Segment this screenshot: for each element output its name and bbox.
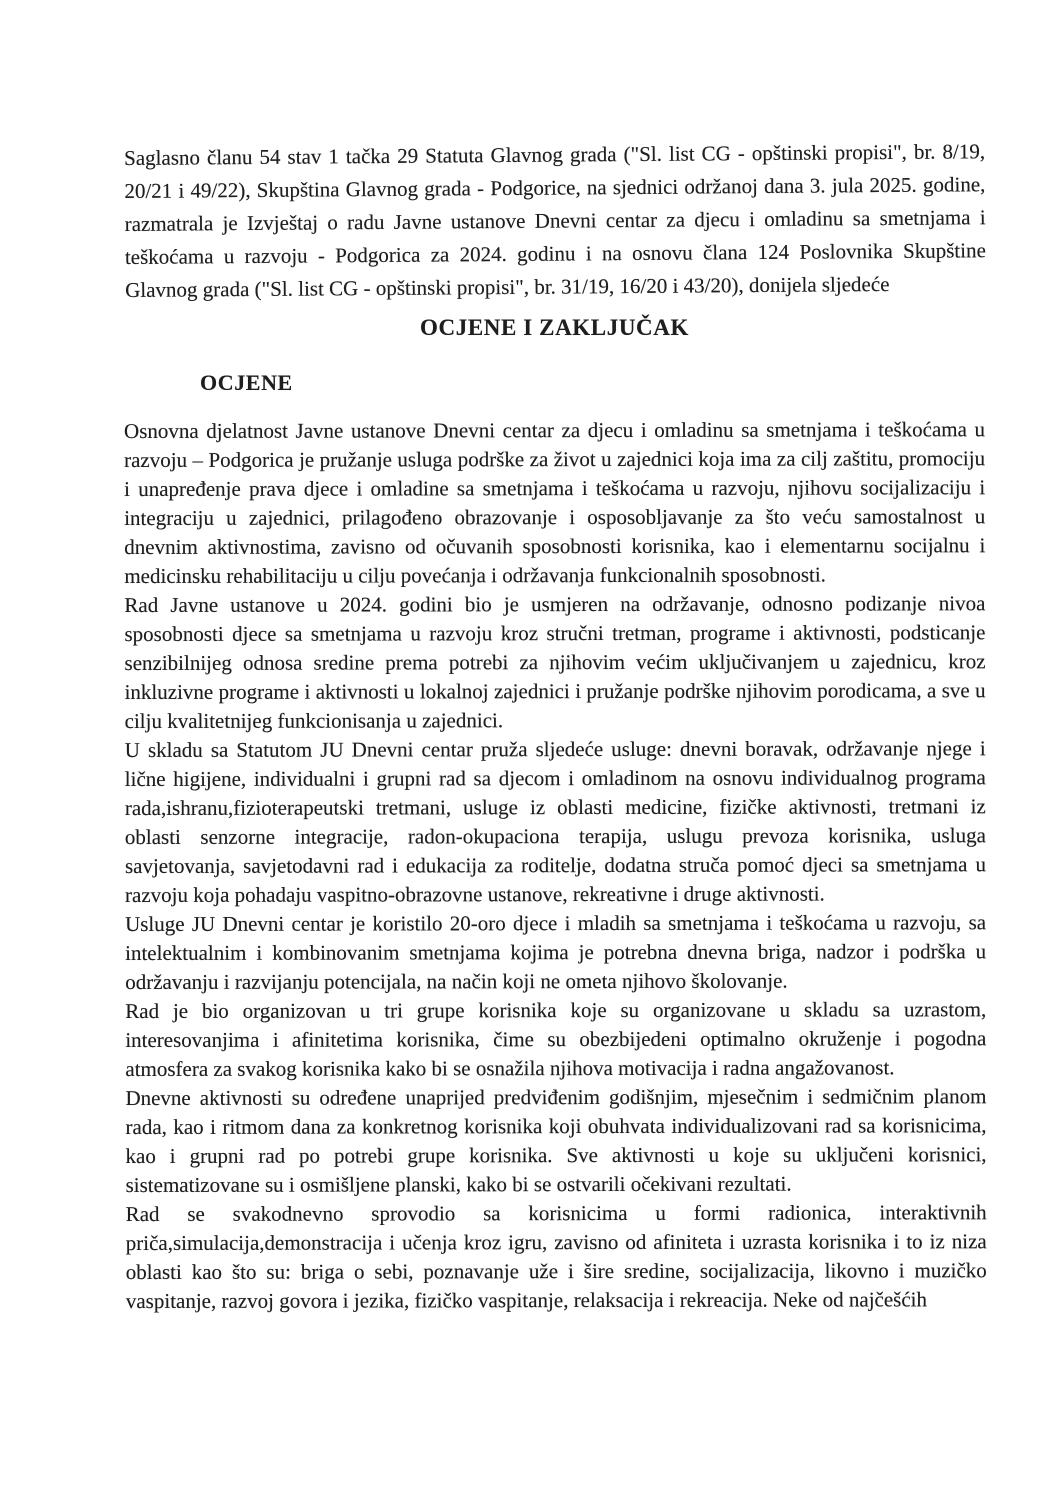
intro-paragraph: Saglasno članu 54 stav 1 tačka 29 Statuta Glavnog grada ("Sl. list CG - opštinski propisi", br. 8/19, 20/21 i 49/22), Skupština Glavnog grada - Podgorice, na sjednici održanoj dana 3. jula 2025. godine, razmatrala je Izvještaj o radu Javne ustanove Dnevni centar za djecu i omladinu sa smetnjama i teškoćama u razvoju - Podgorica za 2024. godinu i na osnovu člana 124 Poslovnika Skupštine Glavnog grada ("Sl. list CG - opštinski propisi", br. 31/19, 16/20 i 43/20), donijela sljedeće — [124, 139, 986, 302]
body-paragraph-daily-activities: Dnevne aktivnosti su određene unaprijed predviđenim godišnjim, mjesečnim i sedmičnim planom rada, kao i ritmom dana za konkretnog korisnika koji obuhvata individualizovani rad sa korisnicima, kao i grupni rad po potrebi grupe korisnika. Sve aktivnosti u koje su uključeni korisnici, sistematizovane su i osmišljene planski, kako bi se ostvarili očekivani rezultati. — [125, 1084, 987, 1197]
section-heading: OCJENE — [200, 370, 293, 395]
body-paragraph-activity: Osnovna djelatnost Javne ustanove Dnevni centar za djecu i omladinu sa smetnjama i teškoćama u razvoju – Podgorica je pružanje usluga podrške za život u zajednici koja ima za cilj zaštitu, promociju i unapređenje prava djece i omladine sa smetnjama i teškoćama u razvoju, njihovu socijalizaciju i integraciju u zajednici, prilagođeno obrazovanje i osposobljavanje za što veću samostalnost u dnevnim aktivnostima, zavisno od očuvanih sposobnosti korisnika, kao i elementarnu socijalnu i medicinsku rehabilitaciju u cilju povećanja i održavanja funkcionalnih sposobnosti. — [124, 417, 986, 588]
body-paragraph-groups: Rad je bio organizovan u tri grupe korisnika koje su organizovane u skladu sa uzrastom, interesovanjima i afinitetima korisnika, čime su obezbijedeni optimalno okruženje i pogodna atmosfera za svakog korisnika kako bi se osnažila njihova motivacija i radna angažovanost. — [125, 997, 987, 1081]
body-paragraph-work-focus: Rad Javne ustanove u 2024. godini bio je usmjeren na održavanje, odnosno podizanje nivoa sposobnosti djece sa smetnjama u razvoju kroz stručni tretman, programe i aktivnosti, podsticanje senzibilnijeg odnosa sredine prema potrebi za njihovim većim uključivanjem u zajednicu, kroz inkluzivne programe i aktivnosti u lokalnoj zajednici i pružanje podrške njihovim porodicama, a sve u cilju kvalitetnijeg funkcionisanja u zajednici. — [124, 591, 986, 733]
body-paragraph-services: U skladu sa Statutom JU Dnevni centar pruža sljedeće usluge: dnevni boravak, održavanje njege i lične higijene, individualni i grupni rad sa djecom i omladinom na osnovu individualnog programa rada,ishranu,fizioterapeutski tretmani, usluge iz oblasti medicine, fizičke aktivnosti, tretmani iz oblasti senzorne integracije, radon-okupaciona terapija, uslugu prevoza korisnika, usluga savjetovanja, savjetodavni rad i edukacija za roditelje, dodatna struča pomoć djeci sa smetnjama u razvoju koja pohadaju vaspitno-obrazovne ustanove, rekreativne i druge aktivnosti. — [124, 736, 986, 907]
document-body — [124, 415, 987, 1316]
body-paragraph-users: Usluge JU Dnevni centar je koristilo 20-oro djece i mladih sa smetnjama i teškoćama u razvoju, sa intelektualnim i kombinovanim smetnjama kojima je potrebna dnevna briga, nadzor i podrška u održavanju i razvijanju potencijala, na način koji ne ometa njihovo školovanje. — [125, 910, 987, 994]
body-paragraph-workshops: Rad se svakodnevno sprovodio sa korisnicima u formi radionica, interaktivnih priča,simulacija,demonstracija i učenja kroz igru, zavisno od afiniteta i uzrasta korisnika i to iz niza oblasti kao što su: briga o sebi, poznavanje uže i šire sredine, socijalizacija, likovno i muzičko vaspitanje, razvoj govora i jezika, fizičko vaspitanje, relaksacija i rekreacija. Neke od najčešćih — [125, 1200, 987, 1313]
main-title: OCJENE I ZAKLJUČAK — [420, 315, 689, 340]
